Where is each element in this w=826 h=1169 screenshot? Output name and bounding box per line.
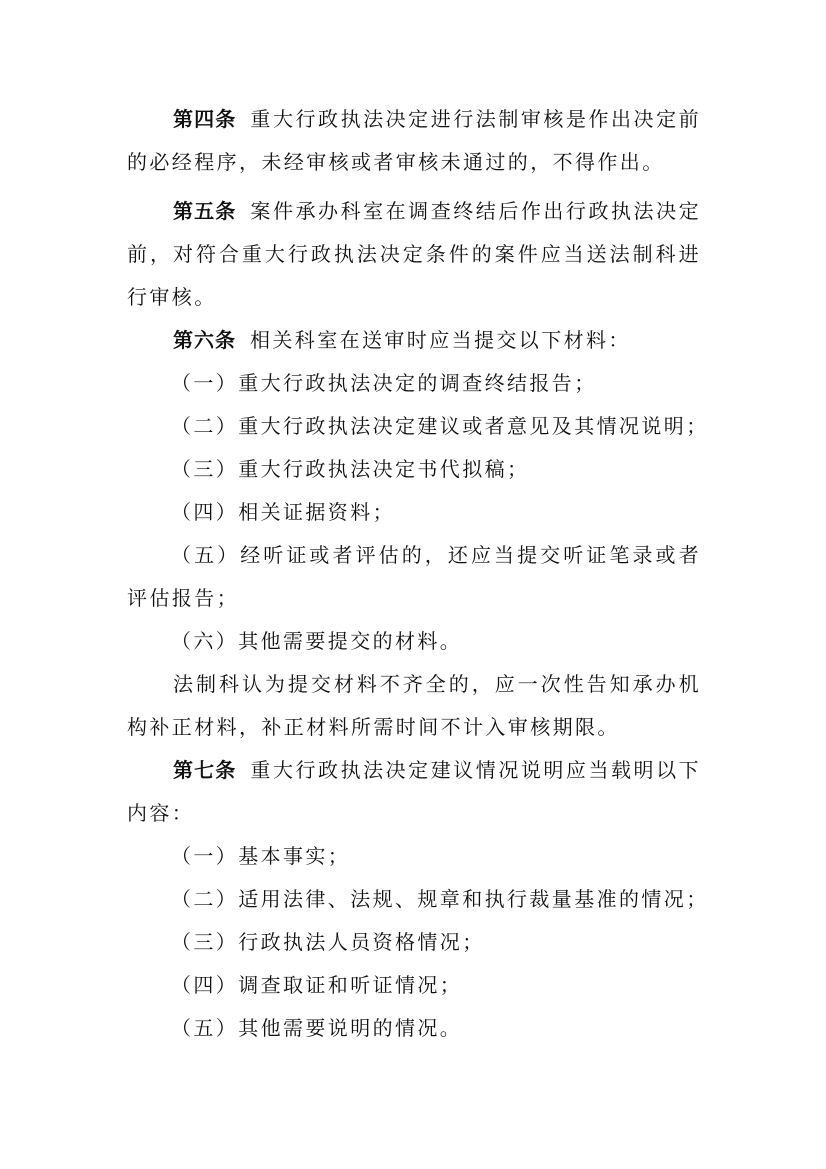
- article-7-item-1: （一）基本事实；: [171, 844, 351, 868]
- article-6-item-4: （四）相关证据资料；: [171, 500, 395, 524]
- article-6-item-1: （一）重大行政执法决定的调查终结报告；: [171, 371, 597, 395]
- article-6-paragraph: [127, 319, 701, 362]
- article-7-item-2: （二）适用法律、法规、规章和执行裁量基准的情况；: [171, 887, 709, 911]
- article-7-item-3: （三）行政执法人员资格情况；: [171, 930, 485, 954]
- article-4-label: 第四条: [173, 107, 237, 131]
- article-6-item-6: （六）其他需要提交的材料。: [171, 629, 463, 653]
- article-6-label: 第六条: [173, 328, 236, 352]
- article-6-note: 法制科认为提交材料不齐全的，应一次性告知承办机构补正材料，补正材料所需时间不计入审核期限。: [127, 672, 701, 739]
- article-7-paragraph: [127, 749, 701, 835]
- article-5-label: 第五条: [173, 199, 237, 223]
- article-7-label: 第七条: [173, 758, 237, 782]
- article-6-item-2: （二）重大行政执法决定建议或者意见及其情况说明；: [171, 414, 709, 438]
- article-4-paragraph: [127, 98, 701, 184]
- article-6-item-5: （五）经听证或者评估的，还应当提交听证笔录或者评估报告；: [127, 543, 701, 610]
- article-7-text: 重大行政执法决定建议情况说明应当载明以下内容：: [127, 758, 702, 825]
- article-7-item-5: （五）其他需要说明的情况。: [171, 1016, 463, 1040]
- article-7-item-4: （四）调查取证和听证情况；: [171, 973, 463, 997]
- article-5-paragraph: [127, 190, 701, 319]
- article-6-text: 相关科室在送审时应当提交以下材料：: [250, 328, 631, 352]
- article-5-text: 案件承办科室在调查终结后作出行政执法决定前，对符合重大行政执法决定条件的案件应当送法制科进行审核。: [127, 199, 702, 309]
- article-4-text: 重大行政执法决定进行法制审核是作出决定前的必经程序，未经审核或者审核未通过的，不得作出。: [127, 107, 702, 174]
- article-6-item-3: （三）重大行政执法决定书代拟稿；: [171, 457, 530, 481]
